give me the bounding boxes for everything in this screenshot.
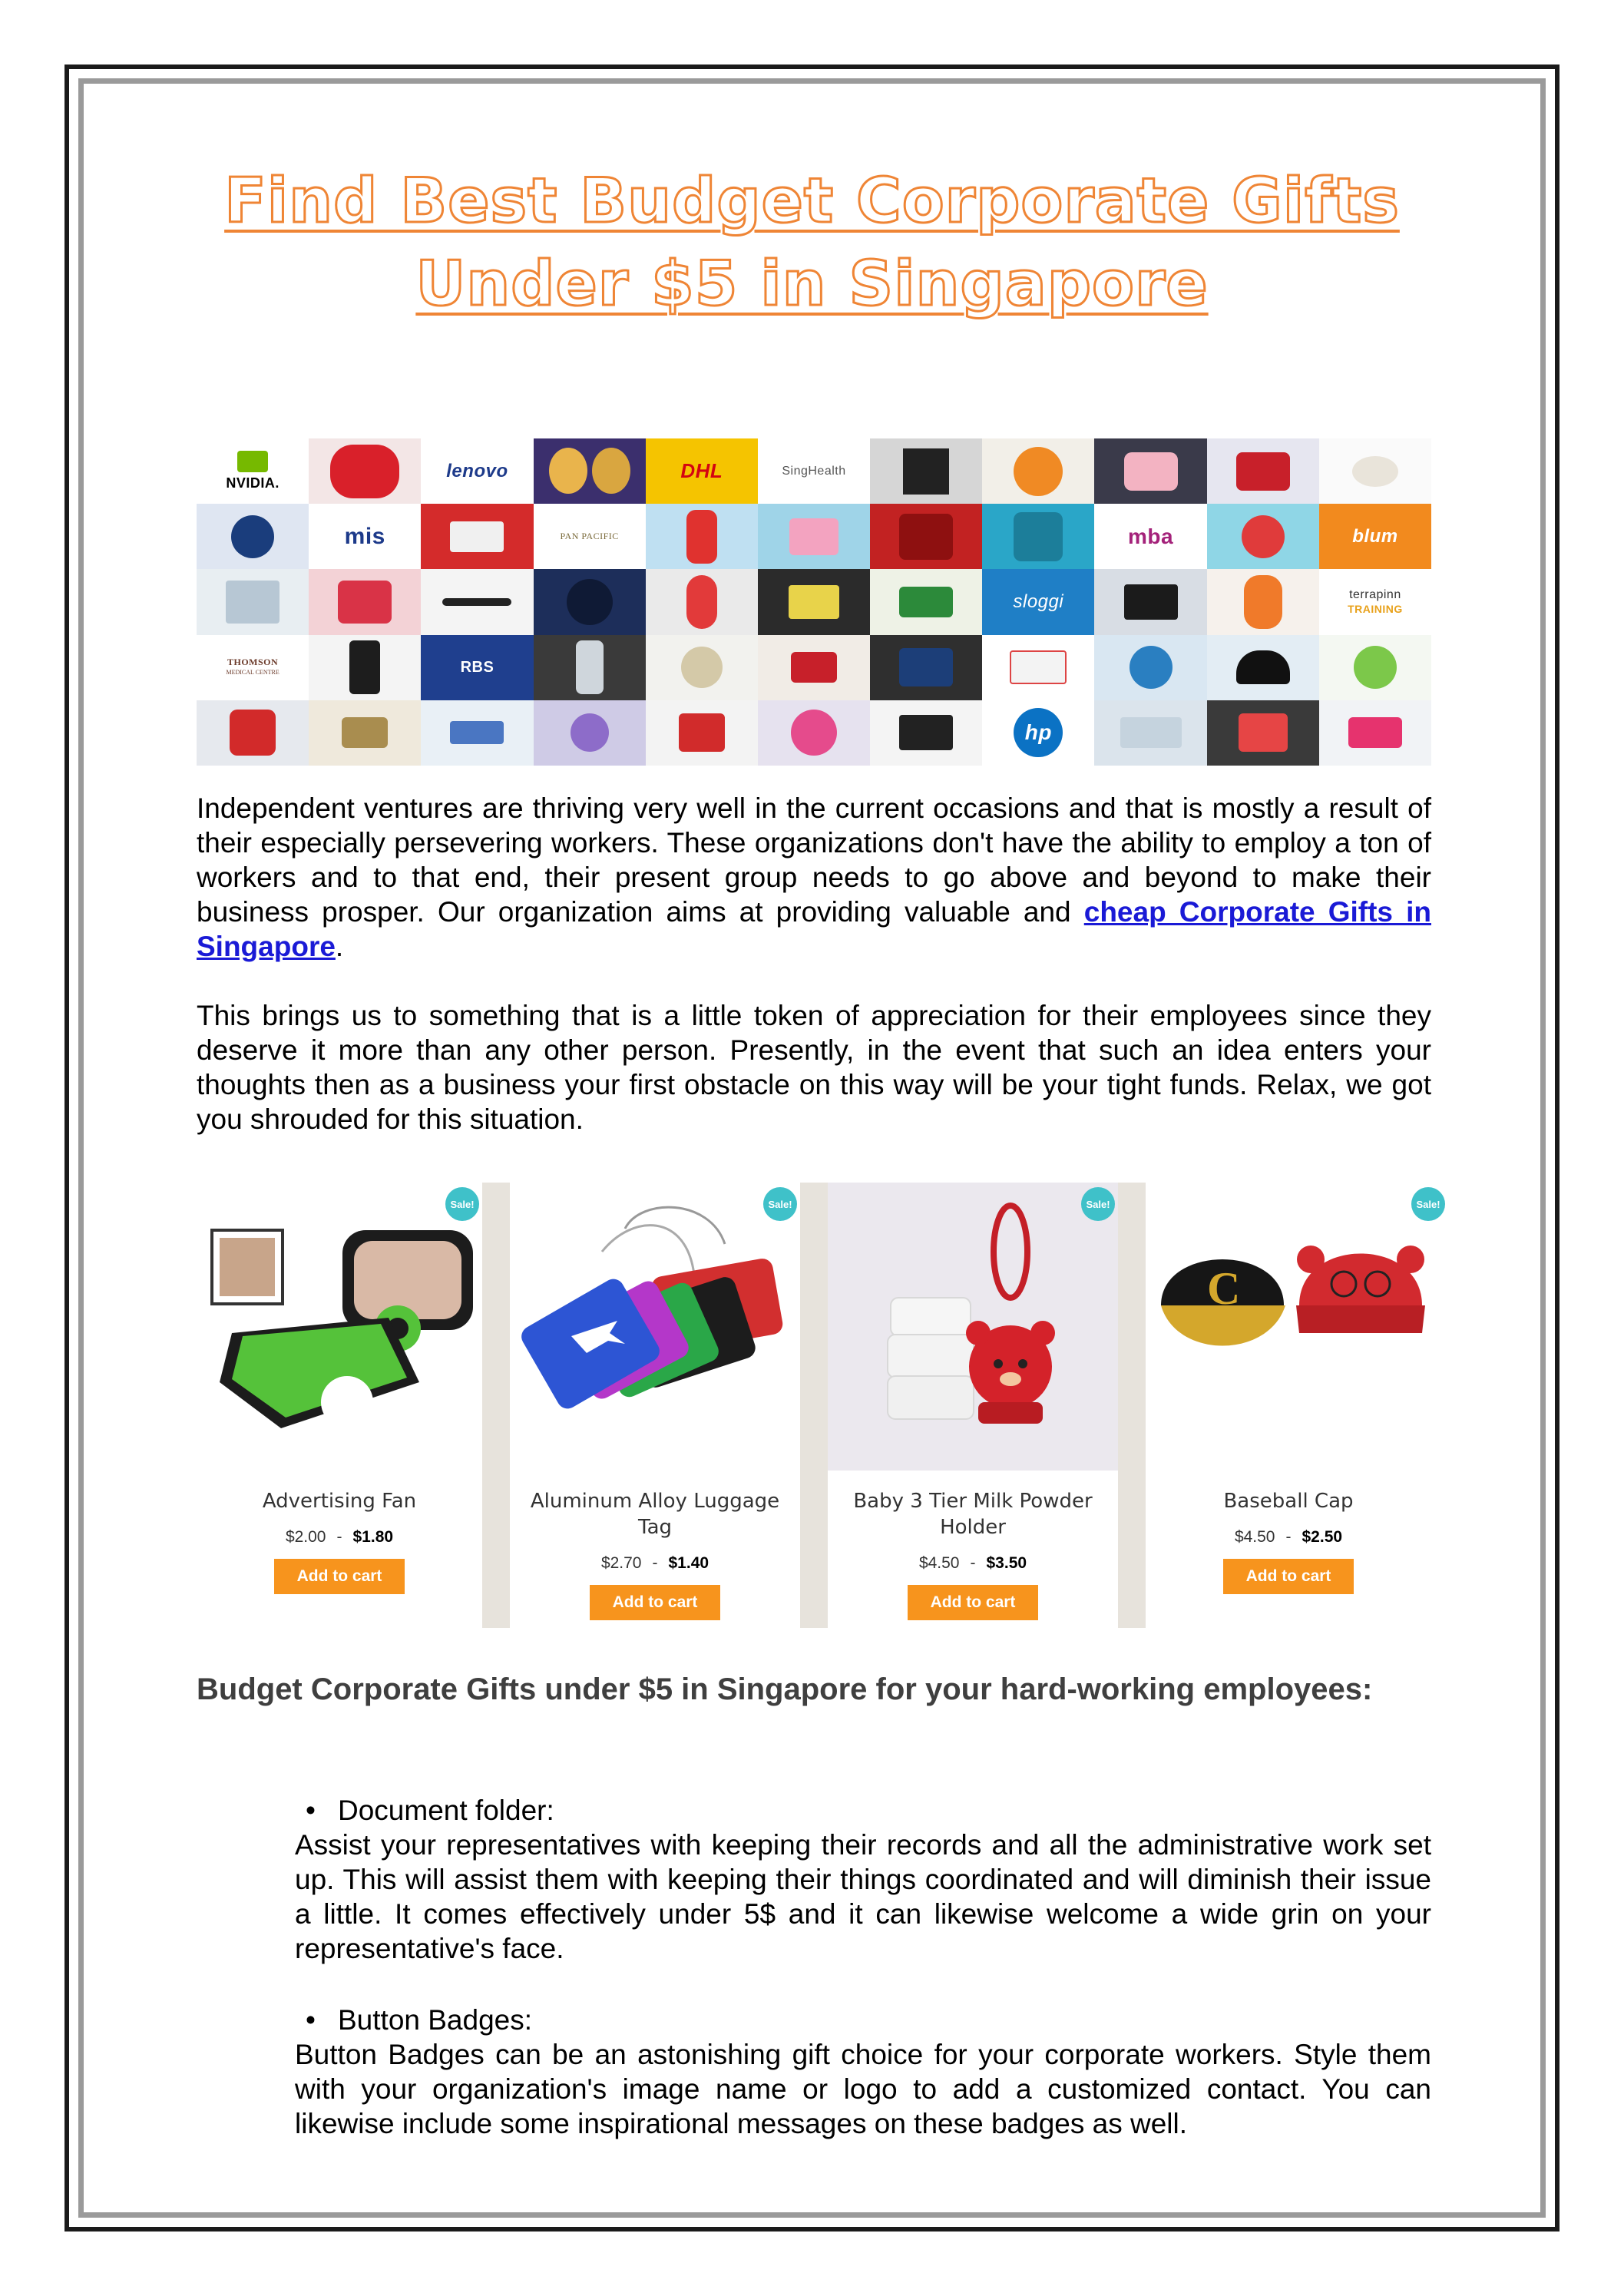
mis-logo-tile: [309, 504, 421, 569]
price-dash: -: [1285, 1528, 1292, 1546]
dhl-logo-text: DHL: [680, 459, 723, 483]
collage-image: [197, 569, 309, 634]
collage-image: [534, 700, 646, 766]
rbs-logo-text: RBS: [460, 658, 494, 676]
section-heading: Budget Corporate Gifts under $5 in Singapore for your hard-working employees:: [197, 1672, 1373, 1706]
mba-logo-tile: [1094, 504, 1206, 569]
collage-image: [1207, 504, 1319, 569]
collage-image: [646, 635, 758, 700]
sale-badge: Sale!: [445, 1187, 479, 1221]
collage-image: [534, 438, 646, 504]
intro-paragraph: [197, 791, 1431, 964]
product-name[interactable]: Advertising Fan: [262, 1490, 417, 1513]
pan-pacific-logo-tile: [534, 504, 646, 569]
gift-collage: [197, 438, 1431, 766]
product-separator: [800, 1183, 828, 1628]
collage-image: [758, 700, 870, 766]
price-dash: -: [970, 1554, 976, 1572]
product-card-milk-powder-holder: [828, 1183, 1118, 1628]
collage-image: [1094, 700, 1206, 766]
product-separator: [1118, 1183, 1146, 1628]
collage-image: [1094, 438, 1206, 504]
collage-image: [758, 635, 870, 700]
terrapinn-logo-text: terrapinn: [1349, 587, 1401, 601]
hp-logo-icon: [1014, 708, 1063, 757]
pan-pacific-logo-text: PAN PACIFIC: [560, 531, 619, 542]
sloggi-logo-tile: [982, 569, 1094, 634]
list-item-text: Button Badges can be an astonishing gift choice for your corporate workers. Style them with your organization's image name or logo to add a customized contact. You can likewise include some inspirational messages on these badges as well.: [295, 2039, 1431, 2139]
product-price: [197, 1528, 482, 1547]
sale-price: $2.50: [1302, 1528, 1343, 1546]
collage-image: [309, 438, 421, 504]
collage-image: [421, 700, 533, 766]
cheap-corporate-gifts-link[interactable]: cheap Corporate Gifts in Singapore: [197, 896, 1431, 962]
singhealth-logo-tile: [758, 438, 870, 504]
product-image: [197, 1183, 482, 1471]
collage-image: [870, 569, 982, 634]
product-separator: [482, 1183, 510, 1628]
collage-image: [646, 504, 758, 569]
product-card-advertising-fan: [197, 1183, 482, 1628]
product-name[interactable]: Aluminum Alloy Luggage Tag: [530, 1490, 780, 1539]
thomson-logo-text: THOMSON: [227, 657, 279, 668]
price-dash: -: [652, 1554, 658, 1572]
mba-logo-text: mba: [1128, 524, 1174, 548]
collage-image: [1207, 635, 1319, 700]
collage-image: [870, 504, 982, 569]
sale-badge: Sale!: [763, 1187, 797, 1221]
mis-logo-text: mis: [344, 523, 385, 549]
thomson-logo-tile: [197, 635, 309, 700]
sloggi-logo-text: sloggi: [1013, 591, 1064, 612]
collage-image: [758, 504, 870, 569]
product-image: [510, 1183, 800, 1471]
singhealth-logo-text: SingHealth: [782, 464, 846, 478]
collage-image: [1319, 635, 1431, 700]
old-price: $4.50: [1234, 1528, 1275, 1546]
product-image: [828, 1183, 1118, 1471]
list-item-title: • Button Badges:: [338, 2003, 532, 2037]
collage-image: [421, 504, 533, 569]
rbs-logo-tile: [421, 635, 533, 700]
milk-powder-holder-image: [828, 1183, 1118, 1471]
hp-logo-text: hp: [1024, 720, 1052, 745]
product-card-luggage-tag: [510, 1183, 800, 1628]
collage-image: [534, 635, 646, 700]
product-price: [510, 1554, 800, 1573]
sale-badge: Sale!: [1411, 1187, 1445, 1221]
collage-image: [197, 504, 309, 569]
collage-image: [870, 700, 982, 766]
thomson-sub-text: MEDICAL CENTRE: [226, 669, 279, 677]
collage-image: [1207, 438, 1319, 504]
old-price: $2.70: [600, 1554, 642, 1572]
collage-image: [982, 635, 1094, 700]
collage-image: [982, 438, 1094, 504]
product-name[interactable]: Baby 3 Tier Milk Powder Holder: [853, 1490, 1093, 1539]
advertising-fan-image: [197, 1183, 482, 1471]
old-price: $4.50: [918, 1554, 960, 1572]
sale-price: $1.80: [352, 1528, 394, 1546]
terrapinn-logo-tile: [1319, 569, 1431, 634]
luggage-tag-image: [510, 1183, 800, 1471]
list-item-title: • Document folder:: [338, 1793, 554, 1828]
collage-image: [309, 635, 421, 700]
intro-tail: .: [335, 931, 344, 962]
collage-image: [1319, 438, 1431, 504]
collage-image: [982, 504, 1094, 569]
collage-image: [309, 700, 421, 766]
intro-text: Independent ventures are thriving very well in the current occasions and that is mostly a result of their especially persevering workers. These organizations don't have the ability to employ a ton of workers and to that end, their present group needs to go above and beyond to make their business prosper. Our organization aims at providing valuable and: [197, 792, 1431, 928]
add-to-cart-button[interactable]: Add to cart: [908, 1585, 1038, 1620]
lenovo-logo-text: lenovo: [446, 460, 508, 481]
collage-image: [758, 569, 870, 634]
product-price: [1146, 1528, 1431, 1547]
lenovo-logo-tile: [421, 438, 533, 504]
terrapinn-sub-text: TRAINING: [1348, 602, 1403, 615]
appreciation-paragraph: This brings us to something that is a little token of appreciation for their employees since they deserve it more than any other person. Presently, in the event that such an idea enters your thoughts then as a business your first obstacle on this way will be your tight funds. Relax, we got you shrouded for this situation.: [197, 1000, 1431, 1135]
blum-logo-text: blum: [1352, 525, 1398, 547]
blum-logo-tile: [1319, 504, 1431, 569]
baseball-cap-image: [1146, 1183, 1431, 1471]
old-price: $2.00: [285, 1528, 326, 1546]
collage-image: [1207, 569, 1319, 634]
collage-image: [870, 438, 982, 504]
product-image: [1146, 1183, 1440, 1471]
collage-image: [534, 569, 646, 634]
hp-logo-tile: [982, 700, 1094, 766]
nvidia-logo-tile: [197, 438, 309, 504]
add-to-cart-button[interactable]: Add to cart: [274, 1559, 405, 1594]
svg-text:C: C: [1207, 1263, 1241, 1314]
product-price: [828, 1554, 1118, 1573]
list-item-text: Assist your representatives with keeping their records and all the administrative work set up. This will assist them with keeping their things coordinated and will diminish their issue a little. It comes effectively under 5$ and it can likewise welcome a wide grin on your representative's face.: [295, 1829, 1431, 1964]
nvidia-eye-icon: [237, 451, 268, 472]
add-to-cart-button[interactable]: Add to cart: [590, 1585, 720, 1620]
page-title: [138, 160, 1486, 326]
collage-image: [197, 700, 309, 766]
collage-image: [1094, 569, 1206, 634]
title-line-1: Find Best Budget Corporate Gifts: [224, 165, 1400, 237]
nvidia-logo-text: NVIDIA.: [226, 475, 279, 491]
sale-badge: Sale!: [1081, 1187, 1115, 1221]
dhl-logo-tile: [646, 438, 758, 504]
product-name[interactable]: Baseball Cap: [1223, 1490, 1354, 1513]
title-line-2: Under $5 in Singapore: [415, 248, 1209, 319]
collage-image: [1207, 700, 1319, 766]
collage-image: [1094, 635, 1206, 700]
collage-image: [1319, 700, 1431, 766]
sale-price: $1.40: [668, 1554, 709, 1572]
add-to-cart-button[interactable]: Add to cart: [1223, 1559, 1354, 1594]
collage-image: [870, 635, 982, 700]
price-dash: -: [336, 1528, 342, 1546]
sale-price: $3.50: [986, 1554, 1027, 1572]
collage-image: [421, 569, 533, 634]
product-card-baseball-cap: [1146, 1183, 1440, 1628]
collage-image: [646, 700, 758, 766]
product-strip: [197, 1183, 1440, 1628]
collage-image: [646, 569, 758, 634]
collage-image: [309, 569, 421, 634]
